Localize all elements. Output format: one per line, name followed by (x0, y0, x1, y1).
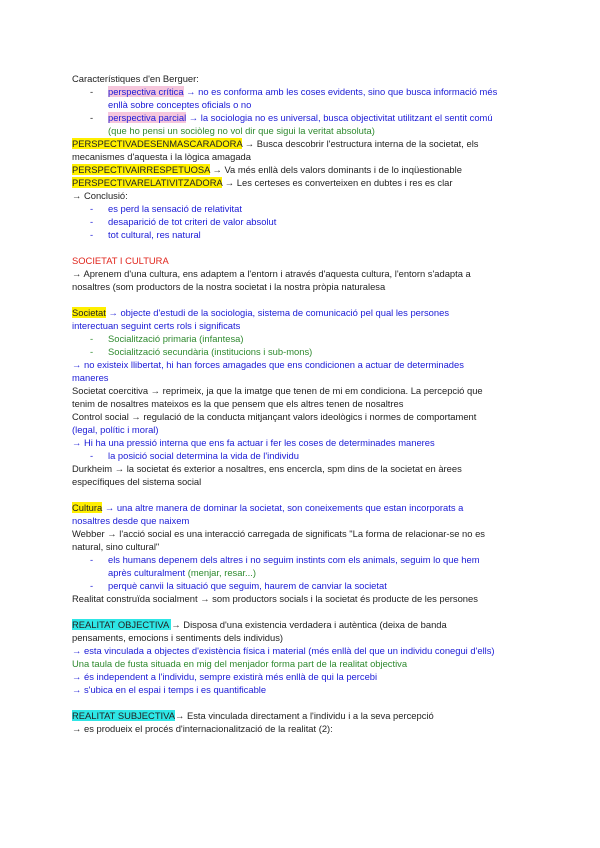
highlight-perspectiva-critica: perspectiva crítica (108, 86, 184, 97)
conclusio-label: → Conclusió: (72, 190, 128, 201)
realitat-construida: Realitat construïda socialment → som productors socials i la societat és producte de les persones (72, 593, 478, 604)
webber: Webber → l'acció social es una interacció carregada de significats "La forma de relacionar-se no es (72, 528, 485, 539)
socialitzacio-item: - Socialització primaria (infantesa) (90, 333, 244, 344)
societat-coercitiva: Societat coercitiva → reprimeix, ja que la imatge que tenen de mi em condiciona. La percepció que (72, 385, 483, 396)
cultura-definition: Cultura → una altre manera de dominar la societat, son coneixements que estan incorporats a (72, 502, 464, 513)
durkheim: Durkheim → la societat és exterior a nosaltres, ens encercla, spm dins de la societat en àrees (72, 463, 462, 474)
bullet-dash: - (90, 86, 94, 97)
berguer-item-2: - perspectiva parcial → la sociologia no es universal, busca objectivitat utilitzant el sentit comú (que ho pensi un sociòleg no vol dir que sigui la veritat absoluta) (90, 112, 493, 136)
conclusio-item: - tot cultural, res natural (90, 229, 201, 240)
conclusio-item: - es perd la sensació de relativitat (90, 203, 242, 214)
perspectiva-irrespetuosa: PERSPECTIVAIRRESPETUOSA → Va més enllà dels valors dominants i de lo inqüestionable (72, 164, 462, 175)
posicio-social-item: - la posició social determina la vida de l'individu (90, 450, 299, 461)
conclusio-item: - desaparició de tot criteri de valor absolut (90, 216, 277, 227)
perspectiva-desenmascaradora: PERSPECTIVADESENMASCARADORA → Busca descobrir l'estructura interna de la societat, els (72, 138, 479, 149)
section-heading-societat-cultura: SOCIETAT I CULTURA (72, 255, 169, 266)
berguer-item-1: - perspectiva crítica → no es conforma amb les coses evidents, sino que busca informació més enllà sobre conceptes oficials o no (90, 86, 498, 110)
bullet-dash: - (90, 112, 94, 123)
socialitzacio-item: - Socialització secundària (institucions i sub-mons) (90, 346, 313, 357)
societat-definition: Societat → objecte d'estudi de la sociologia, sistema de comunicació pel qual les persones (72, 307, 450, 318)
webber-item: - perquè canvii la situació que seguim, haurem de canviar la societat (90, 580, 387, 591)
document-page: Característiques d'en Berguer: - perspectiva crítica → no es conforma amb les coses evidents, sino que busca informació més enllà sobre conceptes oficials o no - perspectiva parcial → la sociologia no es universal, busca objectivitat utilitzant el sentit comú (que ho pensi un sociòleg no vol dir que sigui la veritat absoluta) PERSPECTIVADESENMASCARADORA → Busca descobrir l'estructura interna de la societat, els mecanismes d'aquesta i la lògica amagada PERSPECTIVAIRRESPETUOSA → Va més enllà dels valors dominants i de lo inqüestionable PERSPECTIVARELATIVITZADORA → Les certeses es converteixen en dubtes i res es clar → Conclusió: - es perd la sensació de relativitat - desaparició de tot criteri de valor absolut - tot cultural, res natural SOCIETAT I CULTURA → Aprenem d'una cultura, ens adaptem a l'entorn i através d'aquesta cultura, l'entorn s'adapta a nosaltres (som productors de la nostra societat i la nostra pròpia naturalesa Societat → objecte d'estudi de la sociologia, sistema de comunicació pel qual les persones interectuan seguint certs rols i significats - Socialització primaria (infantesa) - Socialització secundària (institucions i sub-mons) → no existeix llibertat, hi han forces amagades que ens condicionen a actuar de determinades maneres Societat coercitiva → reprimeix, ja que la imatge que tenen de mi em condiciona. La percepció que tenim de nosaltres mateixos es la que pensem que els altres tenen de nosaltres Control social → regulació de la conducta mitjançant valors ideològics i normes de comportament (legal, polític i moral) → Hi ha una pressió interna que ens fa actuar i fer les coses de determinades maneres - la posició social determina la vida de l'individu Durkheim → la societat és exterior a nosaltres, ens encercla, spm dins de la societat en àrees específiques del sistema social Cultura → una altre manera de dominar la societat, son coneixements que estan incorporats a nosaltres desde que naixem Webber → l'acció social es una interacció carregada de significats "La forma de relacionar-se no es natural, sino cultural" - els humans depenem dels altres i no seguim instints com els animals, seguim lo que hem après culturalment (menjar, resar...) - perquè canvii la situació que seguim, haurem de canviar la societat Realitat construïda socialment → som productors socials i la societat és producte de les persones REALITAT OBJECTIVA → Disposa d'una existencia verdadera i autèntica (deixa de banda pensaments, emocions i sentiments dels individus) → esta vinculada a objectes d'existència física i material (més enllà del que un individu conegui d'ells) Una taula de fusta situada en mig del menjador forma part de la realitat objectiva → és independent a l'individu, sempre existirà més enllà de qui la percebi → s'ubica en el espai i temps i es quantificable REALITAT SUBJECTIVA→ Esta vinculada directament a l'individu i a la seva percepció → es produeix el procés d'internacionalització de la realitat (2): (72, 72, 532, 735)
highlight-perspectiva-parcial: perspectiva parcial (108, 112, 187, 123)
realitat-subjectiva: REALITAT SUBJECTIVA→ Esta vinculada directament a l'individu i a la seva percepció (72, 710, 434, 721)
berguer-title: Característiques d'en Berguer: (72, 73, 199, 84)
perspectiva-relativitzadora: PERSPECTIVARELATIVITZADORA → Les certeses es converteixen en dubtes i res es clar (72, 177, 453, 188)
realitat-objectiva: REALITAT OBJECTIVA → Disposa d'una existencia verdadera i autèntica (deixa de banda (72, 619, 447, 630)
control-social: Control social → regulació de la conducta mitjançant valors ideològics i normes de comportament (72, 411, 477, 422)
webber-item: - els humans depenem dels altres i no seguim instints com els animals, seguim lo que hem après culturalment (menjar, resar...) (90, 554, 480, 578)
